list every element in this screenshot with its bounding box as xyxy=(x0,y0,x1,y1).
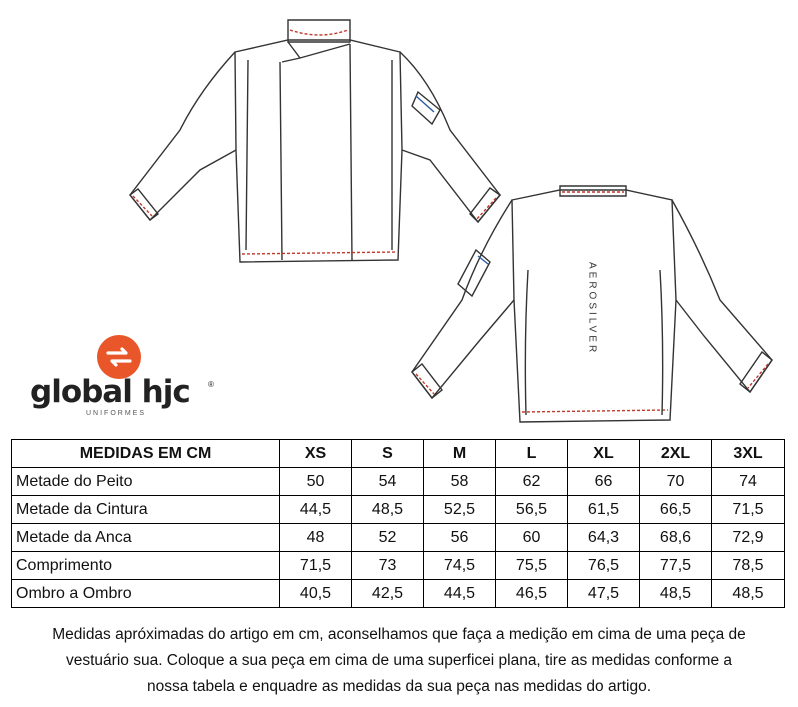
table-cell: 48,5 xyxy=(712,580,785,608)
size-header: S xyxy=(352,440,424,468)
size-header: 3XL xyxy=(712,440,785,468)
table-cell: 62 xyxy=(496,468,568,496)
table-cell: 71,5 xyxy=(280,552,352,580)
table-cell: 75,5 xyxy=(496,552,568,580)
table-header-row xyxy=(12,440,785,468)
brand-subtitle: UNIFORMES xyxy=(86,410,146,417)
row-label: Comprimento xyxy=(12,552,280,580)
note-line: Medidas apróximadas do artigo em cm, aconselhamos que faça a medição em cima de uma peça de xyxy=(52,626,746,643)
row-label: Ombro a Ombro xyxy=(12,580,280,608)
table-header-label: MEDIDAS EM CM xyxy=(12,440,280,468)
size-header: L xyxy=(496,440,568,468)
row-label: Metade da Anca xyxy=(12,524,280,552)
table-cell: 74,5 xyxy=(424,552,496,580)
table-cell: 54 xyxy=(352,468,424,496)
table-cell: 50 xyxy=(280,468,352,496)
size-header: M xyxy=(424,440,496,468)
size-header: XL xyxy=(568,440,640,468)
table-cell: 42,5 xyxy=(352,580,424,608)
back-brand-text: AEROSILVER xyxy=(586,262,598,356)
table-row xyxy=(12,552,785,580)
table-cell: 60 xyxy=(496,524,568,552)
table-row xyxy=(12,524,785,552)
table-row xyxy=(12,496,785,524)
table-cell: 78,5 xyxy=(712,552,785,580)
table-cell: 52,5 xyxy=(424,496,496,524)
table-cell: 46,5 xyxy=(496,580,568,608)
table-cell: 64,3 xyxy=(568,524,640,552)
table-cell: 76,5 xyxy=(568,552,640,580)
brand-registered-mark: ® xyxy=(208,380,214,389)
table-cell: 77,5 xyxy=(640,552,712,580)
table-row xyxy=(12,580,785,608)
note-line: vestuário sua. Coloque a sua peça em cima de uma superficei plana, tire as medidas conforme a xyxy=(66,652,732,669)
table-cell: 70 xyxy=(640,468,712,496)
table-cell: 56,5 xyxy=(496,496,568,524)
brand-logo xyxy=(30,332,220,422)
table-cell: 72,9 xyxy=(712,524,785,552)
size-chart-table xyxy=(11,439,785,608)
size-header: XS xyxy=(280,440,352,468)
row-label: Metade do Peito xyxy=(12,468,280,496)
table-cell: 66 xyxy=(568,468,640,496)
jacket-front-view xyxy=(130,20,500,262)
table-cell: 58 xyxy=(424,468,496,496)
table-cell: 47,5 xyxy=(568,580,640,608)
table-cell: 44,5 xyxy=(280,496,352,524)
table-row xyxy=(12,468,785,496)
table-cell: 68,6 xyxy=(640,524,712,552)
table-cell: 40,5 xyxy=(280,580,352,608)
table-cell: 52 xyxy=(352,524,424,552)
measurement-note xyxy=(8,622,790,700)
size-header: 2XL xyxy=(640,440,712,468)
table-cell: 66,5 xyxy=(640,496,712,524)
table-cell: 74 xyxy=(712,468,785,496)
table-cell: 61,5 xyxy=(568,496,640,524)
table-cell: 44,5 xyxy=(424,580,496,608)
table-cell: 56 xyxy=(424,524,496,552)
note-line: nossa tabela e enquadre as medidas da sua peça nas medidas do artigo. xyxy=(146,678,652,695)
brand-name: global hjc xyxy=(30,374,190,410)
table-cell: 71,5 xyxy=(712,496,785,524)
table-cell: 48,5 xyxy=(640,580,712,608)
row-label: Metade da Cintura xyxy=(12,496,280,524)
table-cell: 48,5 xyxy=(352,496,424,524)
table-cell: 48 xyxy=(280,524,352,552)
table-cell: 73 xyxy=(352,552,424,580)
